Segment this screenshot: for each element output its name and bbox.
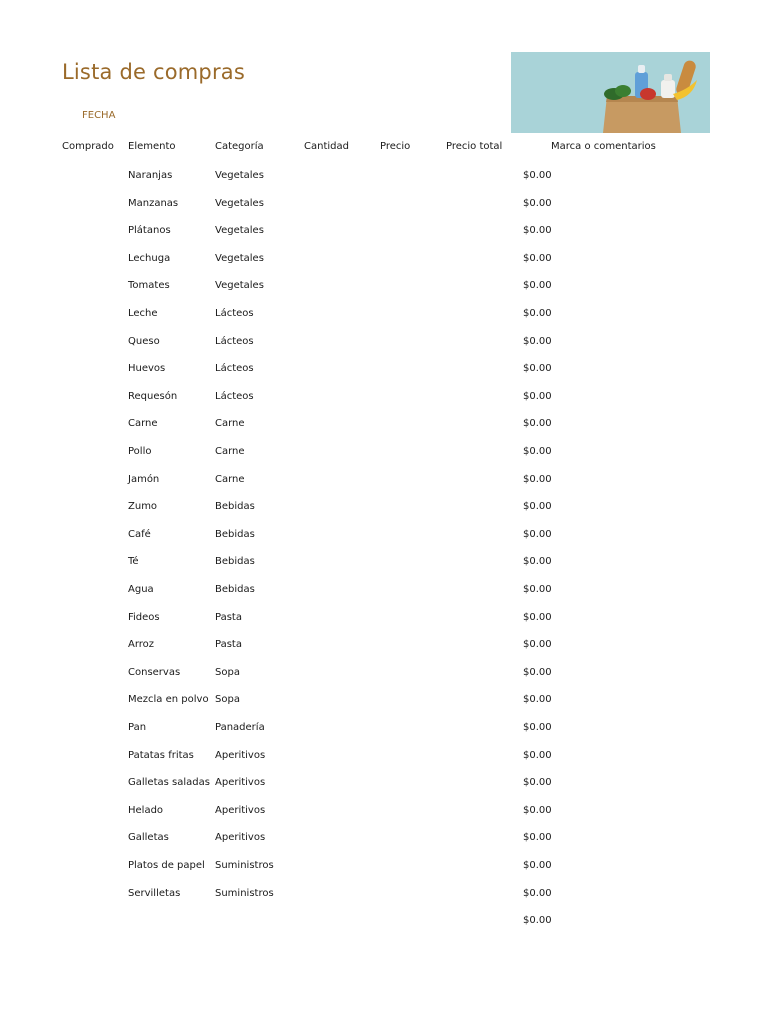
row-item: Fideos [128,611,160,623]
row-item: Tomates [128,280,170,292]
row-category: Vegetales [215,170,264,181]
row-category: Bebidas [215,528,255,540]
shopping-list-table [0,138,768,927]
row-item: Té [128,556,139,568]
row-total: $0.00 [523,335,552,347]
row-total: $0.00 [523,225,552,237]
row-item: Arroz [128,639,155,651]
row-category: Lácteos [215,335,254,347]
header-quantity: Cantidad [304,141,349,152]
row-total: $0.00 [523,584,552,595]
row-item: Café [128,528,151,540]
table-row [0,471,768,499]
table-row [0,195,768,223]
table-row [0,222,768,250]
row-total: $0.00 [523,308,552,319]
row-item: Galletas saladas [128,777,210,789]
row-total: $0.00 [523,722,552,733]
row-category: Panadería [215,722,265,733]
row-category: Aperitivos [215,777,266,789]
row-category: Aperitivos [215,832,266,844]
table-row [0,553,768,581]
table-row [0,829,768,857]
row-item: Naranjas [128,170,173,181]
row-category: Bebidas [215,584,255,595]
row-total: $0.00 [523,473,552,485]
row-category: Bebidas [215,501,255,513]
row-total: $0.00 [523,418,552,430]
row-item: Patatas fritas [128,749,194,761]
row-total: $0.00 [523,556,552,568]
header-category: Categoría [215,141,264,152]
row-category: Pasta [215,611,242,623]
row-category: Bebidas [215,556,255,568]
row-category: Suministros [215,887,274,899]
row-category: Aperitivos [215,749,266,761]
row-item: Manzanas [128,197,179,209]
row-item: Mezcla en polvo [128,694,209,706]
table-row [0,691,768,719]
row-category: Carne [215,418,245,430]
row-total: $0.00 [523,446,552,457]
row-total: $0.00 [523,666,552,678]
row-total: $0.00 [523,694,552,706]
table-row [0,415,768,443]
row-item: Servilletas [128,887,181,899]
table-row [0,664,768,692]
row-total: $0.00 [523,832,552,844]
row-category: Carne [215,446,245,457]
row-total: $0.00 [523,363,552,375]
header-notes: Marca o comentarios [551,141,656,152]
row-total: $0.00 [523,390,552,402]
row-category: Pasta [215,639,242,651]
row-item: Requesón [128,390,178,402]
row-category: Vegetales [215,225,264,237]
table-row [0,388,768,416]
row-item: Plátanos [128,225,171,237]
row-category: Lácteos [215,308,254,319]
row-total: $0.00 [523,501,552,513]
header-price: Precio [380,141,411,152]
table-row [0,277,768,305]
table-row [0,526,768,554]
row-category: Sopa [215,666,240,678]
row-total: $0.00 [523,860,552,871]
table-total-row [0,912,768,940]
table-row [0,885,768,913]
row-item: Platos de papel [128,860,205,871]
grocery-bag-icon [511,52,710,133]
table-row [0,802,768,830]
header-total: Precio total [446,141,503,152]
row-item: Lechuga [128,252,171,264]
date-label: FECHA [82,110,116,121]
row-item: Galletas [128,832,169,844]
table-row [0,167,768,195]
page-title: Lista de compras [62,60,246,84]
row-total: $0.00 [523,170,552,181]
row-category: Vegetales [215,280,264,292]
row-item: Carne [128,418,158,430]
row-category: Carne [215,473,245,485]
table-row [0,443,768,471]
table-row [0,747,768,775]
row-total: $0.00 [523,528,552,540]
row-category: Aperitivos [215,804,266,816]
row-total: $0.00 [523,887,552,899]
row-category: Vegetales [215,252,264,264]
row-item: Leche [128,308,158,319]
row-item: Huevos [128,363,166,375]
table-row [0,250,768,278]
row-item: Jamón [128,473,160,485]
row-total: $0.00 [523,280,552,292]
row-item: Pollo [128,446,152,457]
row-total: $0.00 [523,611,552,623]
row-item: Helado [128,804,164,816]
header-item: Elemento [128,141,176,152]
table-header-row [0,138,768,160]
row-item: Zumo [128,501,158,513]
row-total: $0.00 [523,749,552,761]
table-row [0,857,768,885]
row-total: $0.00 [523,252,552,264]
row-item: Queso [128,335,160,347]
row-category: Suministros [215,860,274,871]
grand-total: $0.00 [523,915,552,927]
row-item: Agua [128,584,154,595]
row-category: Lácteos [215,390,254,402]
row-total: $0.00 [523,639,552,651]
table-row [0,581,768,609]
row-total: $0.00 [523,777,552,789]
table-row [0,333,768,361]
row-total: $0.00 [523,197,552,209]
table-row [0,360,768,388]
grocery-bag-image [511,52,710,133]
row-item: Conservas [128,666,181,678]
table-row [0,305,768,333]
table-row [0,719,768,747]
table-row [0,498,768,526]
table-row [0,636,768,664]
table-row [0,609,768,637]
row-category: Lácteos [215,363,254,375]
row-item: Pan [128,722,147,733]
table-row [0,774,768,802]
row-category: Sopa [215,694,240,706]
header-bought: Comprado [62,141,114,152]
row-category: Vegetales [215,197,264,209]
row-total: $0.00 [523,804,552,816]
